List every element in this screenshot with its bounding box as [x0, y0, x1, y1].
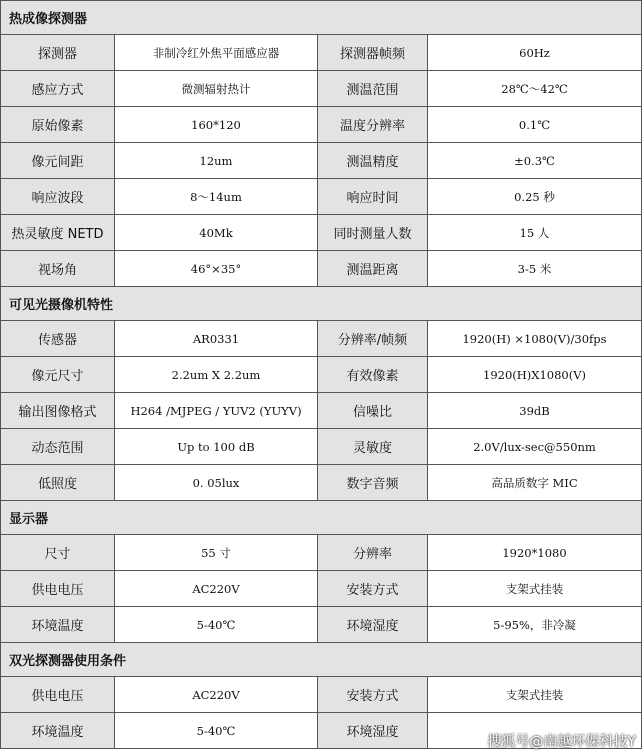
spec-value: 3-5 米 — [428, 251, 642, 287]
spec-label: 环境湿度 — [318, 713, 428, 749]
spec-label: 尺寸 — [1, 535, 115, 571]
spec-value: 15 人 — [428, 215, 642, 251]
spec-value: AC220V — [115, 571, 318, 607]
spec-value: 2.0V/lux-sec@550nm — [428, 429, 642, 465]
spec-value: Up to 100 dB — [115, 429, 318, 465]
spec-label: 低照度 — [1, 465, 115, 501]
spec-value: H264 /MJPEG / YUV2 (YUYV) — [115, 393, 318, 429]
spec-row — [1, 179, 642, 215]
spec-row — [1, 393, 642, 429]
spec-label: 同时测量人数 — [318, 215, 428, 251]
spec-value: 1920(H) ×1080(V)/30fps — [428, 321, 642, 357]
spec-value: 5-40℃ — [115, 713, 318, 749]
spec-row — [1, 215, 642, 251]
spec-value: AC220V — [115, 677, 318, 713]
section-title: 热成像探测器 — [1, 1, 642, 35]
watermark: 搜狐号@南越环保科技Y — [487, 734, 636, 750]
spec-value: 60Hz — [428, 35, 642, 71]
spec-row — [1, 357, 642, 393]
spec-label: 环境湿度 — [318, 607, 428, 643]
spec-label: 测温精度 — [318, 143, 428, 179]
spec-row — [1, 535, 642, 571]
spec-label: 环境温度 — [1, 607, 115, 643]
spec-row — [1, 107, 642, 143]
section-title: 可见光摄像机特性 — [1, 287, 642, 321]
spec-value: 2.2um X 2.2um — [115, 357, 318, 393]
spec-label: 有效像素 — [318, 357, 428, 393]
spec-row — [1, 677, 642, 713]
spec-label: 热灵敏度 NETD — [1, 215, 115, 251]
spec-value: 40Mk — [115, 215, 318, 251]
spec-label: 像元尺寸 — [1, 357, 115, 393]
spec-label: 安装方式 — [318, 677, 428, 713]
spec-label: 传感器 — [1, 321, 115, 357]
spec-value: 高品质数字 MIC — [428, 465, 642, 501]
section-header — [1, 643, 642, 677]
spec-value: 46°×35° — [115, 251, 318, 287]
spec-label: 信噪比 — [318, 393, 428, 429]
spec-label: 像元间距 — [1, 143, 115, 179]
spec-label: 分辨率/帧频 — [318, 321, 428, 357]
spec-row — [1, 571, 642, 607]
spec-value: 55 寸 — [115, 535, 318, 571]
spec-row — [1, 143, 642, 179]
section-title: 显示器 — [1, 501, 642, 535]
spec-label: 测温范围 — [318, 71, 428, 107]
spec-label: 分辨率 — [318, 535, 428, 571]
section-header — [1, 501, 642, 535]
spec-value: 0. 05lux — [115, 465, 318, 501]
spec-label: 供电电压 — [1, 677, 115, 713]
spec-value: AR0331 — [115, 321, 318, 357]
spec-row — [1, 465, 642, 501]
spec-label: 供电电压 — [1, 571, 115, 607]
spec-label: 测温距离 — [318, 251, 428, 287]
spec-label: 安装方式 — [318, 571, 428, 607]
spec-label: 动态范围 — [1, 429, 115, 465]
spec-value: 支架式挂装 — [428, 677, 642, 713]
section-header — [1, 1, 642, 35]
spec-value: 5-95%，非冷凝 — [428, 607, 642, 643]
spec-row — [1, 607, 642, 643]
spec-value: 1920(H)X1080(V) — [428, 357, 642, 393]
spec-label: 温度分辨率 — [318, 107, 428, 143]
spec-value: 39dB — [428, 393, 642, 429]
spec-row — [1, 429, 642, 465]
spec-value: 12um — [115, 143, 318, 179]
spec-value: 支架式挂装 — [428, 571, 642, 607]
spec-value: 微测辐射热计 — [115, 71, 318, 107]
spec-value: 5-40℃ — [115, 607, 318, 643]
spec-label: 环境温度 — [1, 713, 115, 749]
spec-value: 1920*1080 — [428, 535, 642, 571]
spec-row — [1, 251, 642, 287]
spec-value: 28℃～42℃ — [428, 71, 642, 107]
spec-value: 0.1℃ — [428, 107, 642, 143]
spec-value: 非制冷红外焦平面感应器 — [115, 35, 318, 71]
spec-label: 视场角 — [1, 251, 115, 287]
spec-label: 探测器 — [1, 35, 115, 71]
spec-label: 数字音频 — [318, 465, 428, 501]
spec-label: 响应波段 — [1, 179, 115, 215]
spec-value: 0.25 秒 — [428, 179, 642, 215]
spec-value: 160*120 — [115, 107, 318, 143]
spec-label: 灵敏度 — [318, 429, 428, 465]
section-header — [1, 287, 642, 321]
section-title: 双光探测器使用条件 — [1, 643, 642, 677]
spec-label: 探测器帧频 — [318, 35, 428, 71]
spec-value: 8～14um — [115, 179, 318, 215]
spec-row — [1, 71, 642, 107]
spec-row — [1, 35, 642, 71]
spec-row — [1, 321, 642, 357]
spec-label: 输出图像格式 — [1, 393, 115, 429]
spec-label: 感应方式 — [1, 71, 115, 107]
spec-label: 响应时间 — [318, 179, 428, 215]
spec-value: ±0.3℃ — [428, 143, 642, 179]
spec-label: 原始像素 — [1, 107, 115, 143]
